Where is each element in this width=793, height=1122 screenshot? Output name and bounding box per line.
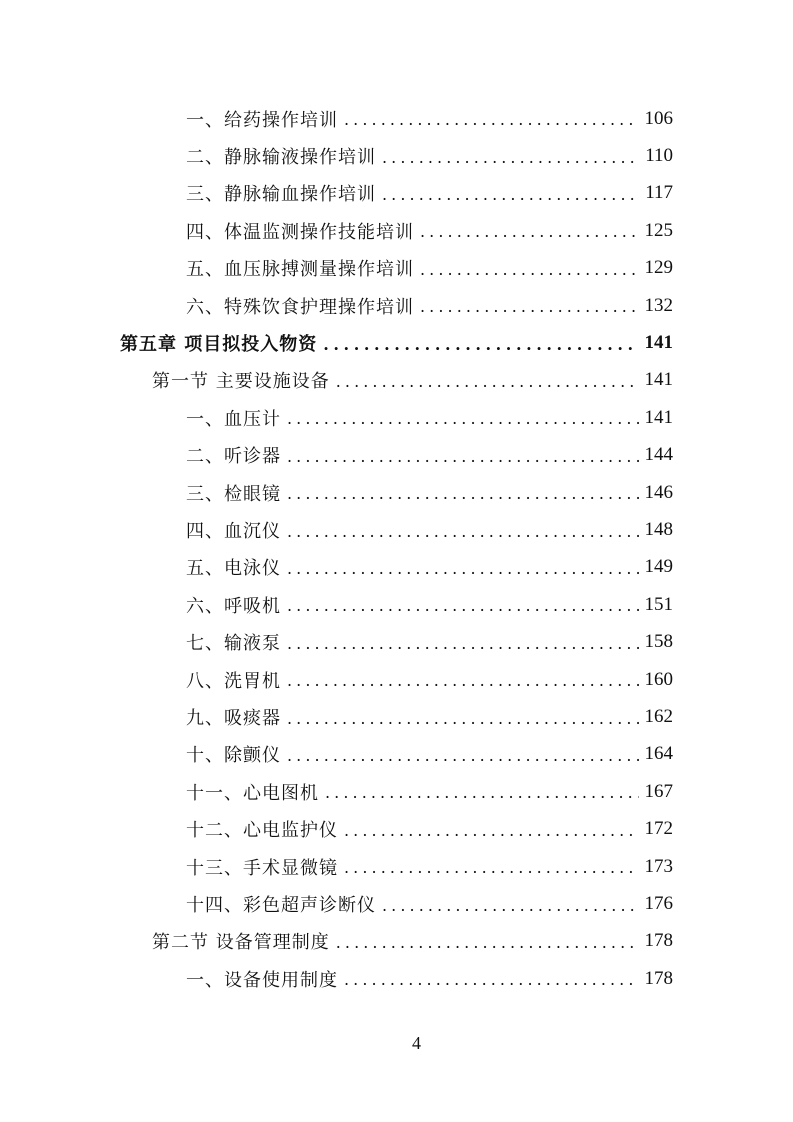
toc-entry-label: 一、设备使用制度	[186, 969, 338, 991]
toc-entry-label: 六、呼吸机	[186, 595, 281, 617]
toc-entry-label: 一、血压计	[186, 408, 281, 430]
toc-entry-label: 十一、心电图机	[186, 782, 319, 804]
toc-entry-page: 141	[644, 406, 673, 428]
dot-leader	[287, 709, 639, 728]
toc-entry-page: 178	[644, 930, 673, 952]
toc-entry[interactable]	[0, 698, 673, 735]
toc-entry-label: 七、输液泵	[186, 633, 281, 655]
toc-entry-label: 八、洗胃机	[186, 670, 281, 692]
toc-entry-page: 178	[644, 967, 673, 989]
dot-leader	[336, 372, 639, 391]
toc-entry[interactable]	[0, 474, 673, 511]
toc-entry[interactable]	[0, 362, 673, 399]
toc-entry-page: 141	[644, 369, 673, 391]
toc-entry[interactable]	[0, 399, 673, 436]
toc-entry-label: 十、除颤仪	[186, 745, 281, 767]
dot-leader	[287, 409, 639, 428]
dot-leader	[382, 185, 639, 204]
dot-leader	[287, 634, 639, 653]
dot-leader	[323, 335, 638, 354]
toc-entry-label: 六、特殊饮食护理操作培训	[186, 296, 414, 318]
dot-leader	[344, 821, 639, 840]
toc-entry-page: 172	[644, 818, 673, 840]
toc-entry-page: 148	[644, 519, 673, 541]
toc-entry-label: 十四、彩色超声诊断仪	[186, 895, 376, 917]
toc-entry-label: 二、静脉输液操作培训	[186, 147, 376, 169]
toc-entry-page: 173	[644, 855, 673, 877]
toc-entry-label: 第二节 设备管理制度	[152, 932, 330, 954]
dot-leader	[287, 447, 639, 466]
toc-entry-label: 九、吸痰器	[186, 708, 281, 730]
dot-leader	[287, 746, 639, 765]
toc-entry-label: 四、血沉仪	[186, 521, 281, 543]
toc-entry[interactable]	[0, 624, 673, 661]
dot-leader	[420, 260, 639, 279]
toc-entry-page: 176	[644, 893, 673, 915]
toc-entry[interactable]	[0, 885, 673, 922]
page-number: 4	[412, 1033, 421, 1053]
toc-entry[interactable]	[0, 736, 673, 773]
toc-entry-page: 167	[644, 780, 673, 802]
toc-entry-label: 二、听诊器	[186, 446, 281, 468]
toc-entry-page: 141	[644, 332, 673, 354]
toc-entry[interactable]	[0, 549, 673, 586]
toc-entry[interactable]	[0, 175, 673, 212]
toc-entry[interactable]	[0, 100, 673, 137]
toc-entry-page: 158	[644, 631, 673, 653]
toc-entry-page: 146	[644, 481, 673, 503]
toc-entry-page: 144	[644, 444, 673, 466]
toc-entry-label: 一、给药操作培训	[186, 109, 338, 131]
toc-entry-page: 125	[644, 219, 673, 241]
toc-entry[interactable]	[0, 324, 673, 361]
toc-entry-page: 110	[645, 145, 673, 167]
toc-entry[interactable]	[0, 511, 673, 548]
toc-entry-label: 第一节 主要设施设备	[152, 371, 330, 393]
toc-entry-page: 162	[644, 706, 673, 728]
dot-leader	[287, 671, 639, 690]
toc-entry[interactable]	[0, 586, 673, 623]
dot-leader	[344, 858, 639, 877]
toc-entry-page: 151	[644, 593, 673, 615]
toc-entry-label: 五、电泳仪	[186, 558, 281, 580]
dot-leader	[382, 896, 639, 915]
toc-entry[interactable]	[0, 848, 673, 885]
toc-entry[interactable]	[0, 661, 673, 698]
dot-leader	[287, 484, 639, 503]
toc-entry[interactable]	[0, 287, 673, 324]
toc-entry[interactable]	[0, 811, 673, 848]
dot-leader	[382, 148, 639, 167]
toc-entry[interactable]	[0, 137, 673, 174]
toc-entry[interactable]	[0, 437, 673, 474]
toc-entry[interactable]	[0, 250, 673, 287]
toc-entry[interactable]	[0, 212, 673, 249]
dot-leader	[420, 297, 639, 316]
toc-entry-page: 160	[644, 668, 673, 690]
toc-entry-label: 十三、手术显微镜	[186, 857, 338, 879]
dot-leader	[336, 933, 639, 952]
toc-entry-label: 三、静脉输血操作培训	[186, 184, 376, 206]
toc-entry-page: 106	[644, 107, 673, 129]
toc-entry-label: 十二、心电监护仪	[186, 820, 338, 842]
dot-leader	[420, 222, 639, 241]
dot-leader	[287, 522, 639, 541]
toc-entry[interactable]	[0, 923, 673, 960]
dot-leader	[287, 596, 639, 615]
dot-leader	[344, 970, 639, 989]
toc-entry-label: 四、体温监测操作技能培训	[186, 221, 414, 243]
toc-entry-label: 第五章 项目拟投入物资	[120, 334, 318, 356]
dot-leader	[344, 110, 639, 129]
dot-leader	[287, 559, 639, 578]
toc-entry-page: 117	[645, 182, 673, 204]
toc-entry-label: 三、检眼镜	[186, 483, 281, 505]
toc-entry-label: 五、血压脉搏测量操作培训	[186, 259, 414, 281]
toc-entry[interactable]	[0, 773, 673, 810]
toc-entry-page: 164	[644, 743, 673, 765]
toc-entry[interactable]	[0, 960, 673, 997]
dot-leader	[325, 783, 639, 802]
toc-entry-page: 129	[644, 257, 673, 279]
toc-entry-page: 149	[644, 556, 673, 578]
toc-entry-page: 132	[644, 294, 673, 316]
